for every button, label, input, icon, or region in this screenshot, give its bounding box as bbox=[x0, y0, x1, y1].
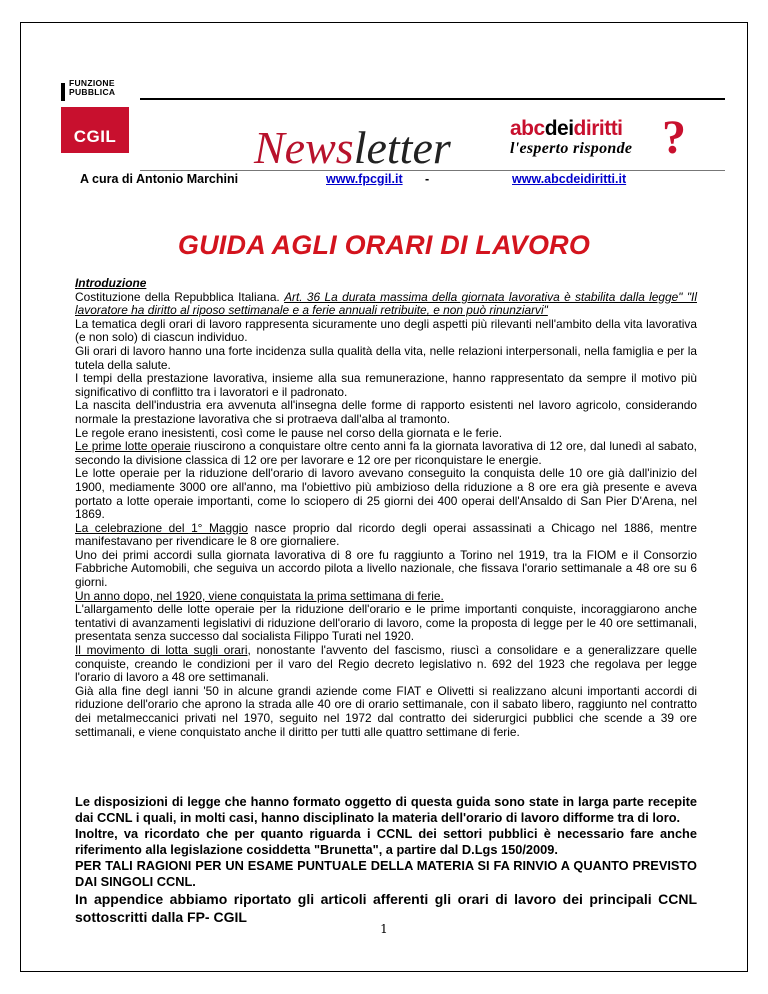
intro-heading: Introduzione bbox=[75, 276, 147, 290]
document-title: GUIDA AGLI ORARI DI LAVORO bbox=[177, 230, 591, 260]
note-paragraph: PER TALI RAGIONI PER UN ESAME PUNTUALE DELLA MATERIA SI FA RINVIO A QUANTO PREVISTO DAI SINGOLI CCNL. bbox=[75, 858, 697, 889]
logo-bar bbox=[61, 83, 65, 101]
paragraph bbox=[75, 644, 697, 685]
paragraph: Le lotte operaie per la riduzione dell'orario di lavoro avevano conseguito la conquista delle 10 ore già dall'inizio del 1900, mediamente 3000 ore all'anno, ma l'obiettivo più ambizioso della riduzione a 8 ore era già presente e aveva portato a lotte operaie importanti, come lo sciopero di 25 giorni dei 400 operai dell'Ansaldo di San Pier D'Arena, nel 1869. bbox=[75, 466, 697, 522]
paragraph: L'allargamento delle lotte operaie per la riduzione dell'orario e le prime importanti conquiste, incoraggiarono anche tentativi di avanzamenti legislativi di riduzione dell'orario di lavoro, come la proposta di legge per le 40 ore settimanali, presentata senza successo dal socialista Filippo Turati nel 1920. bbox=[75, 602, 697, 644]
note-paragraph: Inoltre, va ricordato che per quanto riguarda i CCNL dei settori pubblici è necessario fare anche riferimento alla legislazione cosiddetta "Brunetta", a partire dal D.Lgs 150/2009. bbox=[75, 826, 697, 857]
abcdeidiritti-link[interactable]: www.abcdeidiritti.it bbox=[512, 172, 627, 186]
paragraph bbox=[75, 440, 697, 467]
paragraph: Già alla fine degl ianni '50 in alcune grandi aziende come FIAT e Olivetti si realizzano alcuni importanti accordi di riduzione dell'orario che aprono la strada alle 40 ore di orario settimanale, con il sabato libero, raggiunto nel contratto dei metalmeccanici privati nel 1970, seguito nel 1972 dal contratto dei siderurgici pubblici che scende a 39 ore settimanali, e viene conquistato anche il diritto per tutti alle quattro settimane di ferie. bbox=[75, 683, 697, 739]
fpcgil-link[interactable]: www.fpcgil.it bbox=[326, 172, 403, 186]
question-mark-icon: ? bbox=[662, 111, 686, 164]
page-number: 1 bbox=[380, 922, 388, 936]
newsletter-part2: letter bbox=[353, 122, 451, 173]
paragraph: La tematica degli orari di lavoro rappresenta sicuramente uno degli aspetti più rilevanti nell'ambito della vita lavorativa (e non solo) di ciascun individuo. bbox=[75, 316, 697, 345]
underlined-phrase: Il movimento di lotta sugli orari bbox=[75, 643, 248, 658]
abcdeidiritti-logo bbox=[510, 118, 655, 162]
abc-part1: abc bbox=[510, 117, 545, 140]
newsletter-masthead bbox=[254, 124, 451, 172]
logo-text-line2: PUBBLICA bbox=[69, 87, 116, 97]
newsletter-part1: News bbox=[254, 122, 354, 173]
link-separator: - bbox=[425, 172, 430, 186]
abc-part3: diritti bbox=[573, 117, 623, 140]
abc-part2: dei bbox=[544, 117, 574, 140]
paragraph: I tempi della prestazione lavorativa, insieme alla sua remunerazione, hanno rappresentato da sempre il motivo più significativo di conflitto tra i lavoratori e il padronato. bbox=[75, 371, 697, 399]
note-paragraph: In appendice abbiamo riportato gli articoli afferenti gli orari di lavoro dei principali CCNL sottoscritti dalla FP- CGIL bbox=[75, 891, 697, 925]
underlined-phrase: La celebrazione del 1° Maggio bbox=[75, 520, 248, 535]
paragraph-text: , nonostante l'avvento del fascismo, riuscì a consolidare e a generalizzare quelle conquiste, creando le condizioni per il varo del Regio decreto legislativo n. 692 del 1923 che regolava per legge l'orario di lavoro a 48 ore settimanali. bbox=[75, 643, 697, 685]
paragraph: La nascita dell'industria era avvenuta all'insegna delle forme di rapporto esistenti nel lavoro agricolo, considerando normale la prestazione lavorativa che si protraeva dall'alba al tramonto. bbox=[75, 398, 697, 426]
underlined-phrase: Le prime lotte operaie bbox=[75, 439, 191, 454]
paragraph: Gli orari di lavoro hanno una forte incidenza sulla qualità della vita, nelle relazioni interpersonali, nella famiglia e per la tutela della salute. bbox=[75, 343, 697, 372]
body-text bbox=[75, 277, 697, 739]
paragraph: Uno dei primi accordi sulla giornata lavorativa di 8 ore fu raggiunto a Torino nel 1919, tra la FIOM e il Consorzio Fabbriche Automobili, che seguiva un accordo pilota a livello nazionale, che fissava l'orario settimanale a 48 ore su 6 giorni. bbox=[75, 547, 697, 590]
header-top-rule bbox=[140, 98, 725, 100]
paragraph-text: riuscirono a conquistare oltre cento anni fa la giornata lavorativa di 12 ore, dal lunedì al sabato, secondo la divisione classica di 12 ore per lavorare e 12 ore per riconquistare le energie. bbox=[75, 439, 697, 467]
logo-text-line1: FUNZIONE bbox=[69, 78, 115, 88]
logo-cgil-box: CGIL bbox=[61, 107, 129, 153]
paragraph bbox=[75, 522, 697, 549]
paragraph-text: Costituzione della Repubblica Italiana. bbox=[75, 289, 285, 304]
note-paragraph: Le disposizioni di legge che hanno formato oggetto di questa guida sono state in larga parte recepite dai CCNL i quali, in molti casi, hanno disciplinato la materia dell'orario di lavoro difforme tra di loro. bbox=[75, 794, 697, 825]
curator-credit: A cura di Antonio Marchini bbox=[80, 172, 239, 186]
fp-cgil-logo bbox=[61, 79, 131, 171]
closing-notes bbox=[75, 794, 697, 926]
paragraph-text: nasce proprio dal ricordo degli operai assassinati a Chicago nel 1886, mentre manifestavano per rivendicare le 8 ore giornaliere. bbox=[75, 520, 698, 549]
paragraph: Le regole erano inesistenti, così come le pause nel corso della giornata e le ferie. bbox=[75, 425, 502, 440]
constitution-quote: Art. 36 La durata massima della giornata lavorativa è stabilita dalla legge" "Il lavoratore ha diritto al riposo settimanale e a ferie annuali retribuite, e non può rinunziarvi" bbox=[75, 289, 697, 318]
paragraph: Un anno dopo, nel 1920, viene conquistata la prima settimana di ferie. bbox=[75, 588, 444, 603]
abc-wordmark bbox=[510, 118, 655, 140]
abc-tagline: l'esperto risponde bbox=[510, 140, 633, 157]
paragraph bbox=[75, 291, 697, 318]
